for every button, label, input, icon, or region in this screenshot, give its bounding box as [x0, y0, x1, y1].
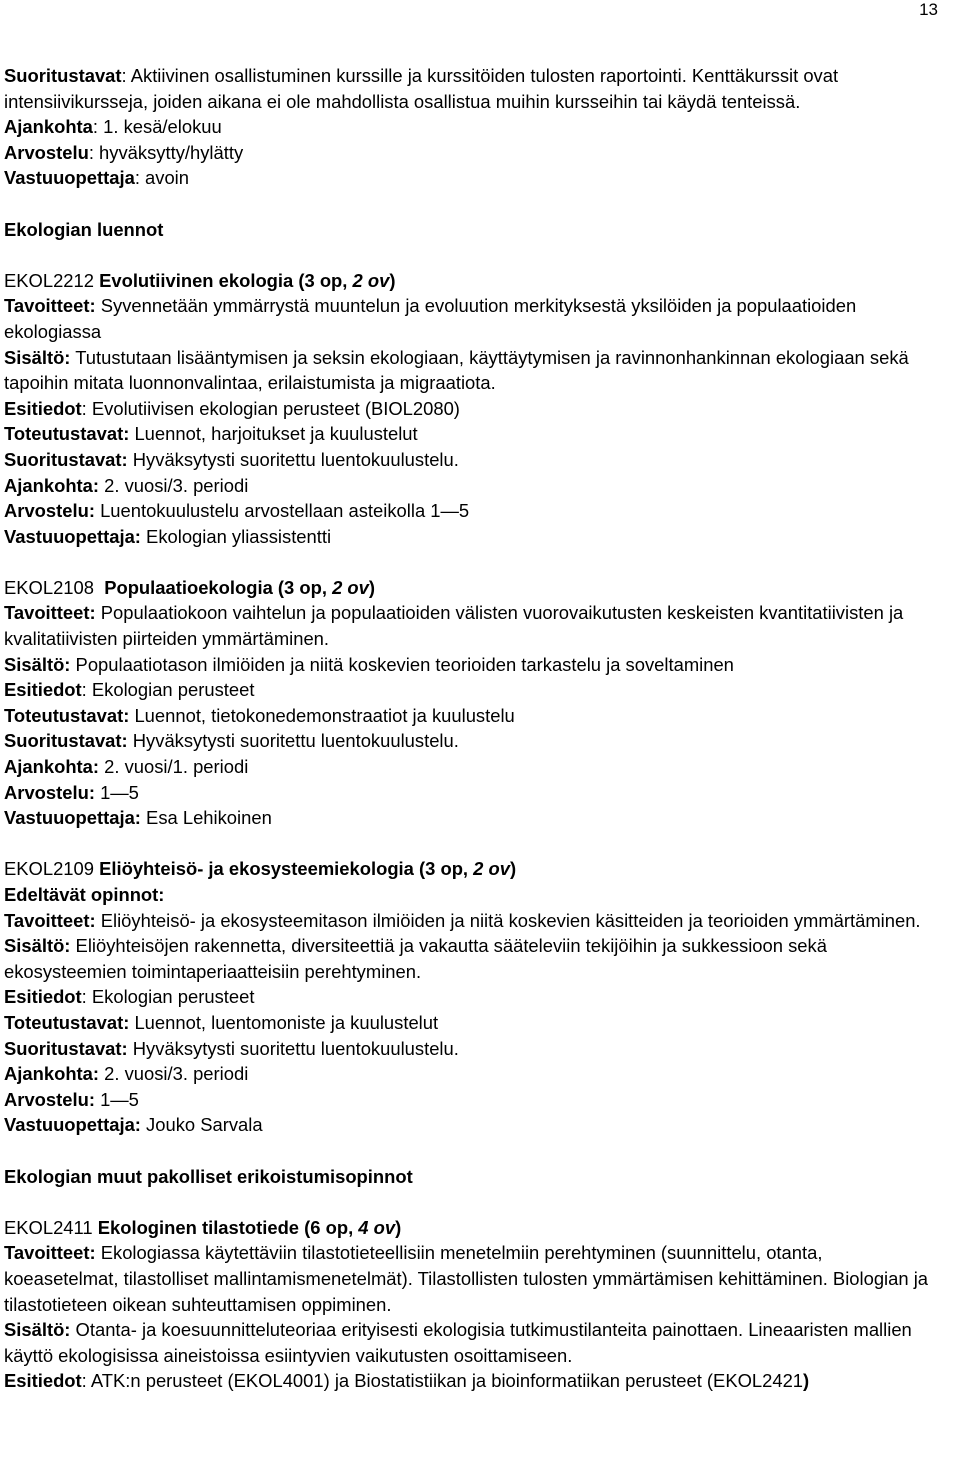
value: 1—5: [94, 781, 139, 803]
suoritustavat: [4, 447, 940, 473]
value: : Evolutiivisen ekologian perusteet (BIOL2080): [81, 397, 460, 419]
course-title-close: ): [509, 858, 517, 880]
label: Toteutustavat:: [4, 1011, 130, 1033]
value: : hyväksytty/hylätty: [88, 141, 244, 163]
label: Vastuuopettaja:: [4, 1114, 141, 1136]
label: Esitiedot: [4, 679, 82, 701]
value: Tutustutaan lisääntymisen ja seksin ekologiaan, käyttäytymisen ja ravinnonhankinnan ekologiaan sekä tapoihin mitata luonnonvalintaa, erilaistumista ja migraatiota.: [4, 346, 909, 394]
course-ekol2109: [4, 856, 940, 1138]
esitiedot: [4, 396, 940, 422]
label: Toteutustavat:: [4, 704, 130, 726]
label: Esitiedot: [4, 397, 82, 419]
ajankohta: [4, 1061, 940, 1087]
value: Otanta- ja koesuunnitteluteoriaa erityisesti ekologisia tutkimustilanteita painottaen. Lineaaristen mallien käyttö ekologisissa aineistoissa esiintyvien vaikutusten osoittamiseen.: [4, 1319, 912, 1366]
label: Suoritustavat: [4, 65, 122, 86]
toteutustavat: [4, 421, 940, 447]
sisalto: [4, 1317, 940, 1368]
value: Luennot, tietokonedemonstraatiot ja kuulustelu: [129, 704, 515, 726]
value: Esa Lehikoinen: [140, 807, 272, 829]
sisalto: [4, 345, 940, 396]
course-title-line: [4, 856, 940, 882]
label: Vastuuopettaja:: [4, 807, 141, 829]
label: Arvostelu:: [4, 781, 95, 803]
course-title-close: ): [395, 1216, 402, 1238]
page-number: 13: [919, 0, 938, 19]
value: Luentokuulustelu arvostellaan asteikolla 1—5: [94, 500, 470, 522]
course-title-close: ): [368, 576, 376, 598]
value: 2. vuosi/1. periodi: [99, 756, 249, 778]
value: : Ekologian perusteet: [81, 986, 255, 1008]
value: : Aktiivinen osallistuminen kurssille ja kurssitöiden tulosten raportointi. Kenttäkurssit ovat intensiivikursseja, joiden aikana ei ole mahdollista osallistua muihin kursseihin tai käydä tenteissä.: [4, 65, 839, 112]
sisalto: [4, 652, 940, 678]
value: 2. vuosi/3. periodi: [99, 474, 249, 496]
value: : avoin: [134, 167, 189, 189]
tavoitteet: [4, 600, 940, 651]
label: Esitiedot: [4, 986, 82, 1008]
course-title: Populaatioekologia (3 op,: [104, 576, 333, 598]
value: Hyväksytysti suoritettu luentokuulustelu.: [127, 448, 459, 470]
arvostelu: [4, 498, 940, 524]
course-title-close: ): [389, 269, 396, 291]
label: Tavoitteet:: [4, 1242, 96, 1264]
label: Tavoitteet:: [4, 295, 96, 317]
value: Syvennetään ymmärrystä muuntelun ja evoluution merkityksestä yksilöiden ja populaatioiden ekologiassa: [4, 295, 857, 342]
course-title-line: [4, 268, 940, 294]
section-title-lectures: Ekologian luennot: [4, 218, 164, 240]
course-ov: 4 ov: [358, 1216, 396, 1238]
document-body: [4, 63, 940, 1394]
label: Edeltävät opinnot:: [4, 884, 165, 905]
course-title: Eliöyhteisö- ja ekosysteemiekologia (3 op,: [99, 858, 474, 880]
intro-suoritustavat: [4, 63, 940, 114]
vastuuopettaja: [4, 524, 940, 550]
arvostelu: [4, 780, 940, 806]
value: 2. vuosi/3. periodi: [99, 1063, 249, 1085]
course-ov: 2 ov: [332, 576, 369, 598]
value: Hyväksytysti suoritettu luentokuulustelu.: [127, 1037, 459, 1059]
label: Tavoitteet:: [4, 602, 96, 624]
label: Ajankohta:: [4, 1063, 100, 1085]
esitiedot: [4, 984, 940, 1010]
course-code: EKOL2109: [4, 858, 100, 880]
value: Eliöyhteisöjen rakennetta, diversiteettiä ja vakautta sääteleviin tekijöihin ja sukkessioon sekä ekosysteemien toimintaperiaatteisiin perehtyminen.: [4, 935, 827, 982]
suoritustavat: [4, 1036, 940, 1062]
vastuuopettaja: [4, 805, 940, 831]
value: : ATK:n perusteet (EKOL4001) ja Biostatistiikan ja bioinformatiikan perusteet (EKOL2421: [81, 1370, 804, 1392]
intro-ajankohta: [4, 114, 940, 140]
esitiedot: [4, 1368, 940, 1394]
value: 1—5: [94, 1088, 139, 1110]
course-code: EKOL2108: [4, 576, 105, 598]
label: Sisältö:: [4, 935, 71, 957]
course-code: EKOL2411: [4, 1216, 98, 1238]
course-ov: 2 ov: [352, 269, 390, 291]
value: Populaatiotason ilmiöiden ja niitä koskevien teorioiden tarkastelu ja soveltaminen: [70, 653, 734, 675]
arvostelu: [4, 1087, 940, 1113]
label: Suoritustavat:: [4, 730, 128, 752]
label: Arvostelu:: [4, 1088, 95, 1110]
course-title-line: [4, 575, 940, 601]
course-ekol2411: [4, 1215, 940, 1394]
label: Vastuuopettaja:: [4, 525, 141, 547]
label: Suoritustavat:: [4, 448, 128, 470]
value: Populaatiokoon vaihtelun ja populaatioiden välisten vuorovaikutusten keskeisten kvantitatiivisten ja kvalitatiivisten piirteiden ymmärtäminen.: [4, 602, 904, 650]
sisalto: [4, 933, 940, 984]
value: Hyväksytysti suoritettu luentokuulustelu.: [127, 730, 459, 752]
value: : 1. kesä/elokuu: [92, 116, 222, 138]
value: Luennot, luentomoniste ja kuulustelut: [129, 1011, 439, 1033]
value: Ekologiassa käytettäviin tilastotieteellisiin menetelmiin perehtyminen (suunnittelu, otanta, koeasetelmat, tilastolliset mallintamismenetelmät). Tilastollisten tulosten ymmärtämisen kehittäminen. Biologian ja tilastotieteen oikean suhteuttamisen oppiminen.: [4, 1242, 929, 1315]
course-ekol2212: [4, 268, 940, 550]
toteutustavat: [4, 703, 940, 729]
label: Suoritustavat:: [4, 1037, 128, 1059]
label: Arvostelu:: [4, 500, 95, 522]
ajankohta: [4, 754, 940, 780]
course-ekol2108: [4, 575, 940, 831]
close-paren: ): [803, 1370, 810, 1392]
tavoitteet: [4, 293, 940, 344]
label: Vastuuopettaja: [4, 167, 135, 189]
course-title: Evolutiivinen ekologia (3 op,: [99, 269, 353, 291]
value: Eliöyhteisö- ja ekosysteemitason ilmiöiden ja niitä koskevien käsitteiden ja teorioiden ymmärtäminen.: [95, 909, 921, 931]
course-title-line: [4, 1215, 940, 1241]
value: Ekologian yliassistentti: [140, 525, 332, 547]
toteutustavat: [4, 1010, 940, 1036]
label: Arvostelu: [4, 141, 89, 163]
intro-arvostelu: [4, 140, 940, 166]
value: Luennot, harjoitukset ja kuulustelut: [129, 423, 418, 445]
tavoitteet: [4, 908, 940, 934]
ajankohta: [4, 473, 940, 499]
label: Toteutustavat:: [4, 423, 130, 445]
label: Ajankohta:: [4, 756, 100, 778]
label: Ajankohta: [4, 116, 93, 138]
label: Sisältö:: [4, 1319, 71, 1341]
label: Tavoitteet:: [4, 909, 96, 931]
section-title-other: Ekologian muut pakolliset erikoistumisopinnot: [4, 1165, 413, 1187]
course-code: EKOL2212: [4, 269, 100, 291]
label: Ajankohta:: [4, 474, 100, 496]
edeltavat-opinnot: [4, 882, 940, 908]
value: Jouko Sarvala: [140, 1114, 263, 1136]
course-title: Ekologinen tilastotiede (6 op,: [97, 1216, 359, 1238]
label: Esitiedot: [4, 1370, 82, 1392]
label: Sisältö:: [4, 346, 71, 368]
suoritustavat: [4, 728, 940, 754]
value: : Ekologian perusteet: [81, 679, 255, 701]
tavoitteet: [4, 1240, 940, 1317]
vastuuopettaja: [4, 1112, 940, 1138]
label: Sisältö:: [4, 653, 71, 675]
esitiedot: [4, 677, 940, 703]
intro-vastuuopettaja: [4, 165, 940, 191]
course-ov: 2 ov: [473, 858, 510, 880]
